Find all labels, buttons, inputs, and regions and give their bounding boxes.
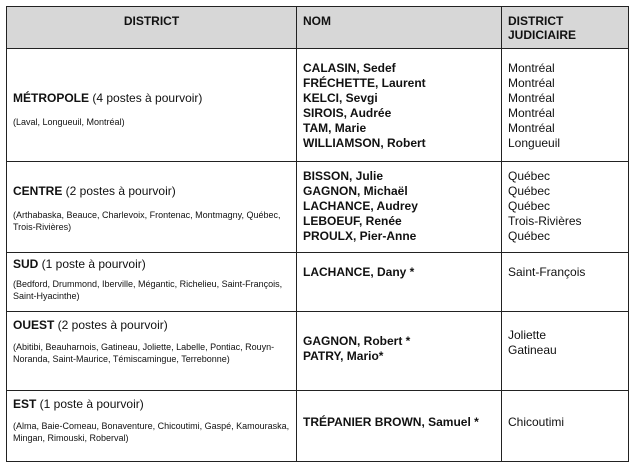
district-name: MÉTROPOLE <box>13 91 90 105</box>
district-table <box>6 6 629 462</box>
judiciaire-value: Montréal <box>508 106 555 120</box>
judiciaire-value: Gatineau <box>508 343 557 357</box>
names-cell <box>297 49 502 162</box>
district-title <box>13 318 290 333</box>
district-subdistricts: (Bedford, Drummond, Iberville, Mégantic, Richelieu, Saint-François, Saint-Hyacinthe) <box>13 279 283 301</box>
names-cell <box>297 253 502 312</box>
district-postes: (4 postes à pourvoir) <box>89 91 203 105</box>
candidate-name: WILLIAMSON, Robert <box>303 136 426 150</box>
table-row <box>7 162 629 253</box>
judiciaire-cell <box>502 253 629 312</box>
table-row <box>7 49 629 162</box>
district-name: EST <box>13 397 37 411</box>
district-name: OUEST <box>13 318 55 332</box>
candidate-name: PATRY, Mario* <box>303 349 384 363</box>
judiciaire-value: Montréal <box>508 61 555 75</box>
candidate-name: BISSON, Julie <box>303 169 384 183</box>
header-district: DISTRICT <box>7 7 297 49</box>
district-name: SUD <box>13 257 39 271</box>
judiciaire-value: Longueuil <box>508 136 561 150</box>
district-title <box>13 397 290 412</box>
district-subdistricts: (Abitibi, Beauharnois, Gatineau, Joliette, Labelle, Pontiac, Rouyn-Noranda, Saint-Maurice, Témiscamingue, Terrebonne) <box>13 342 275 364</box>
district-postes: (2 postes à pourvoir) <box>54 318 168 332</box>
candidate-name: KELCI, Sevgi <box>303 91 378 105</box>
judiciaire-value: Montréal <box>508 121 555 135</box>
names-cell <box>297 162 502 253</box>
candidate-name: LACHANCE, Audrey <box>303 199 418 213</box>
judiciaire-cell <box>502 312 629 391</box>
judiciaire-value: Québec <box>508 169 551 183</box>
candidate-name: GAGNON, Robert * <box>303 334 411 348</box>
district-cell <box>7 162 297 253</box>
judiciaire-value: Montréal <box>508 91 555 105</box>
district-subdistricts: (Alma, Baie-Comeau, Bonaventure, Chicoutimi, Gaspé, Kamouraska, Mingan, Rimouski, Roberval) <box>13 421 290 443</box>
district-cell <box>7 253 297 312</box>
judiciaire-value: Québec <box>508 184 551 198</box>
judiciaire-cell <box>502 162 629 253</box>
district-subdistricts: (Laval, Longueuil, Montréal) <box>13 117 125 127</box>
district-title <box>13 91 290 106</box>
judiciaire-value: Joliette <box>508 328 547 342</box>
table-row <box>7 253 629 312</box>
header-district-judiciaire: DISTRICT JUDICIAIRE <box>502 7 629 49</box>
district-cell <box>7 391 297 462</box>
judiciaire-value: Québec <box>508 229 551 243</box>
candidate-name: FRÉCHETTE, Laurent <box>303 76 426 90</box>
judiciaire-value: Saint-François <box>508 265 586 279</box>
district-title <box>13 184 290 199</box>
district-title <box>13 257 290 272</box>
district-postes: (1 poste à pourvoir) <box>36 397 144 411</box>
candidate-name: TRÉPANIER BROWN, Samuel * <box>303 415 479 429</box>
district-cell <box>7 312 297 391</box>
judiciaire-cell <box>502 391 629 462</box>
table-row <box>7 312 629 391</box>
district-cell <box>7 49 297 162</box>
judiciaire-value: Québec <box>508 199 551 213</box>
judiciaire-value: Chicoutimi <box>508 415 565 429</box>
district-name: CENTRE <box>13 184 63 198</box>
names-cell <box>297 391 502 462</box>
header-row <box>7 7 629 49</box>
candidate-name: TAM, Marie <box>303 121 367 135</box>
judiciaire-value: Montréal <box>508 76 555 90</box>
table-row <box>7 391 629 462</box>
district-subdistricts: (Arthabaska, Beauce, Charlevoix, Frontenac, Montmagny, Québec, Trois-Rivières) <box>13 210 281 232</box>
judiciaire-value: Trois-Rivières <box>508 214 582 228</box>
district-postes: (1 poste à pourvoir) <box>38 257 146 271</box>
candidate-name: LEBOEUF, Renée <box>303 214 402 228</box>
judiciaire-cell <box>502 49 629 162</box>
candidate-name: SIROIS, Audrée <box>303 106 392 120</box>
names-cell <box>297 312 502 391</box>
candidate-name: PROULX, Pier-Anne <box>303 229 417 243</box>
header-nom: NOM <box>297 7 502 49</box>
candidate-name: GAGNON, Michaël <box>303 184 408 198</box>
candidate-name: LACHANCE, Dany * <box>303 265 415 279</box>
district-postes: (2 postes à pourvoir) <box>62 184 176 198</box>
candidate-name: CALASIN, Sedef <box>303 61 396 75</box>
